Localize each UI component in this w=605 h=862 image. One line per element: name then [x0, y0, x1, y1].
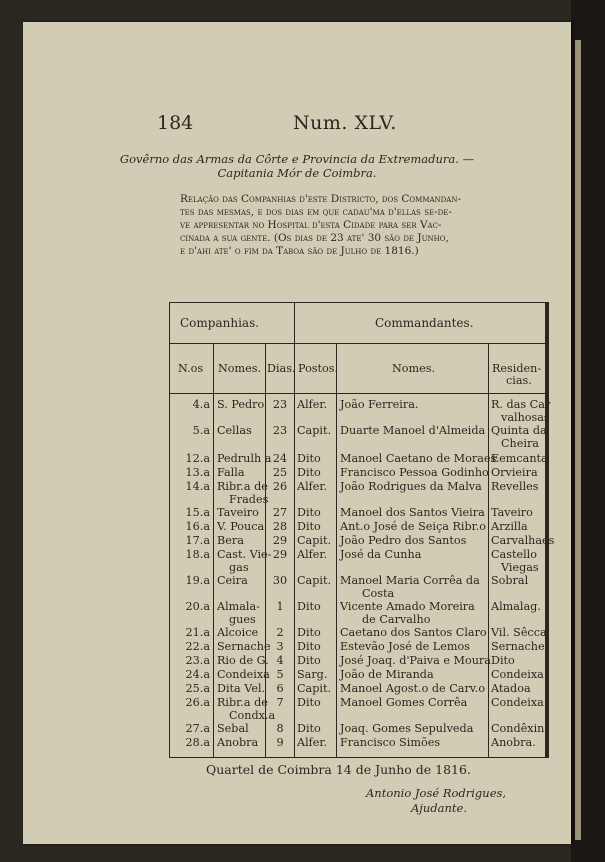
page-title: Num. XLV. — [293, 112, 397, 134]
commander-rank: Capit. — [297, 534, 332, 547]
commander-rank: Dito — [297, 520, 321, 533]
commander-rank: Sarg. — [297, 668, 328, 681]
table-rule — [336, 343, 337, 757]
subtitle-line-2: Capitania Mór de Coimbra. — [217, 166, 377, 180]
residence: Castello — [491, 548, 537, 561]
row-number: 13.a — [185, 466, 210, 479]
commander-rank: Alfer. — [297, 398, 328, 411]
row-number: 17.a — [185, 534, 210, 547]
residence-cont: valhosas — [501, 411, 550, 424]
row-number: 12.a — [185, 452, 210, 465]
company-name-cont: Frades — [229, 493, 269, 506]
residence: Condeixa — [491, 696, 544, 709]
row-number: 18.a — [185, 548, 210, 561]
company-name: Ribr.a de — [217, 480, 268, 493]
commander-rank: Capit. — [297, 574, 332, 587]
residence: Carvalhaes — [491, 534, 555, 547]
commander-name: Manoel Caetano de Moraes — [340, 452, 497, 465]
row-number: 23.a — [185, 654, 210, 667]
group-header-commandantes: Commandantes. — [375, 316, 474, 330]
commander-rank: Dito — [297, 466, 321, 479]
vaccination-day: 23 — [272, 424, 288, 437]
next-page-strip — [575, 40, 581, 840]
company-name: Cast. Vie- — [217, 548, 272, 561]
residence: Sobral — [491, 574, 529, 587]
commander-rank: Dito — [297, 722, 321, 735]
vaccination-day: 2 — [276, 626, 284, 639]
residence: Dito — [491, 654, 515, 667]
vaccination-day: 9 — [276, 736, 284, 749]
company-name: Sernache — [217, 640, 271, 653]
residence: Anobra. — [491, 736, 536, 749]
col-header-nomes: Nomes. — [218, 362, 262, 375]
residence: Vil. Sêcca — [491, 626, 547, 639]
vaccination-day: 26 — [272, 480, 288, 493]
vaccination-day: 30 — [272, 574, 288, 587]
row-number: 15.a — [185, 506, 210, 519]
residence: Sernache — [491, 640, 545, 653]
commander-name: João de Miranda — [340, 668, 434, 681]
row-number: 25.a — [185, 682, 210, 695]
commander-rank: Alfer. — [297, 736, 328, 749]
signature-name: Antonio José Rodrigues, — [366, 786, 507, 800]
col-header-postos: Postos. — [298, 362, 339, 375]
company-name: Ribr.a de — [217, 696, 268, 709]
commander-name: João Ferreira. — [340, 398, 419, 411]
company-name: Condeixa — [217, 668, 270, 681]
vaccination-day: 27 — [272, 506, 288, 519]
company-name: Falla — [217, 466, 245, 479]
commander-name: Manoel Gomes Corrêa — [340, 696, 468, 709]
row-number: 24.a — [185, 668, 210, 681]
company-name-cont: Condx.a — [229, 709, 276, 722]
vaccination-day: 3 — [276, 640, 284, 653]
commander-name: Duarte Manoel d'Almeida — [340, 424, 486, 437]
company-name: Anobra — [217, 736, 259, 749]
company-name: Dita Vel. — [217, 682, 266, 695]
commander-rank: Dito — [297, 600, 321, 613]
commander-name: Manoel Agost.o de Carv.o — [340, 682, 486, 695]
relation-line: Relação das Companhias d'este Districto, dos Commandan- — [180, 193, 462, 205]
commander-name: João Pedro dos Santos — [340, 534, 467, 547]
vaccination-day: 6 — [276, 682, 284, 695]
vaccination-day: 25 — [272, 466, 288, 479]
commander-rank: Dito — [297, 506, 321, 519]
commander-name: Vicente Amado Moreira — [340, 600, 475, 613]
group-header-companhias: Companhias. — [180, 316, 260, 330]
commander-name: Manoel Maria Corrêa da — [340, 574, 480, 587]
commander-rank: Dito — [297, 696, 321, 709]
row-number: 21.a — [185, 626, 210, 639]
commander-name: José da Cunha — [340, 548, 422, 561]
col-header-dias: Dias. — [267, 362, 296, 375]
col-header-residencias-2: cias. — [506, 374, 532, 387]
commander-rank: Dito — [297, 640, 321, 653]
col-header-numeros: N.os — [178, 362, 204, 375]
commander-name: Manoel dos Santos Vieira — [340, 506, 485, 519]
vaccination-day: 28 — [272, 520, 288, 533]
relation-line: e d'ahi ate' o fim da Taboa são de Julho de 1816.) — [180, 245, 419, 257]
commander-name: João Rodrigues da Malva — [340, 480, 482, 493]
commander-rank: Alfer. — [297, 480, 328, 493]
residence: Quinta da — [491, 424, 547, 437]
residence: Condeixa — [491, 668, 544, 681]
vaccination-day: 29 — [272, 548, 288, 561]
vaccination-day: 1 — [276, 600, 284, 613]
commander-name: Estevão José de Lemos — [340, 640, 470, 653]
vaccination-day: 24 — [272, 452, 288, 465]
commander-name: Caetano dos Santos Claro — [340, 626, 487, 639]
commander-name-cont: Costa — [362, 587, 395, 600]
commander-name: José Joaq. d'Paiva e Moura — [340, 654, 491, 667]
row-number: 20.a — [185, 600, 210, 613]
vaccination-day: 8 — [276, 722, 284, 735]
company-name: Ceira — [217, 574, 248, 587]
company-name: Rio de G. — [217, 654, 269, 667]
commander-name: Francisco Pessoa Godinho — [340, 466, 489, 479]
vaccination-day: 7 — [276, 696, 284, 709]
company-name: Bera — [217, 534, 244, 547]
vaccination-day: 29 — [272, 534, 288, 547]
vaccination-day: 23 — [272, 398, 288, 411]
commander-rank: Capit. — [297, 424, 332, 437]
company-name-cont: gues — [229, 613, 256, 626]
relation-line: ve appresentar no Hospital d'esta Cidade para ser Vac- — [180, 219, 442, 231]
residence: R. das Car — [491, 398, 551, 411]
company-name: Pedrulh a — [217, 452, 272, 465]
signature-title: Ajudante. — [411, 801, 467, 815]
residence: Eemcanta — [491, 452, 548, 465]
col-header-residencias: Residen- — [492, 362, 542, 375]
row-number: 27.a — [185, 722, 210, 735]
commander-name: Ant.o José de Seiça Ribr.o — [340, 520, 487, 533]
table-rule — [213, 343, 214, 757]
row-number: 16.a — [185, 520, 210, 533]
page-number: 184 — [157, 112, 194, 134]
commander-rank: Alfer. — [297, 548, 328, 561]
row-number: 4.a — [192, 398, 210, 411]
subtitle-line-1: Govêrno das Armas da Côrte e Provincia da Extremadura. — — [119, 152, 475, 166]
company-name: S. Pedro — [217, 398, 265, 411]
row-number: 5.a — [192, 424, 210, 437]
company-name: Almala- — [217, 600, 260, 613]
row-number: 14.a — [185, 480, 210, 493]
relation-line: tes das mesmas, e dos dias em que cadau'ma d'ellas se-de- — [180, 206, 452, 218]
commander-rank: Dito — [297, 626, 321, 639]
residence-cont: Viegas — [501, 561, 539, 574]
company-name: Taveiro — [217, 506, 259, 519]
commander-rank: Dito — [297, 654, 321, 667]
commander-rank: Dito — [297, 452, 321, 465]
table-rule — [488, 343, 489, 757]
residence: Revelles — [491, 480, 539, 493]
company-name: Alcoice — [217, 626, 259, 639]
commander-rank: Capit. — [297, 682, 332, 695]
residence: Taveiro — [491, 506, 533, 519]
residence: Atadoa — [491, 682, 531, 695]
residence: Almalag. — [491, 600, 541, 613]
vaccination-day: 5 — [276, 668, 284, 681]
company-name: V. Pouca — [217, 520, 265, 533]
commander-name: Francisco Simões — [340, 736, 441, 749]
company-name: Sebal — [217, 722, 249, 735]
row-number: 19.a — [185, 574, 210, 587]
relation-line: cinada a sua gente. (Os dias de 23 ate' 30 são de Junho, — [180, 232, 449, 244]
company-name-cont: gas — [229, 561, 249, 574]
company-name: Cellas — [217, 424, 252, 437]
residence: Orvieira — [491, 466, 538, 479]
commander-name-cont: de Carvalho — [362, 613, 431, 626]
residence: Condêxin. — [491, 722, 548, 735]
companies-table — [169, 302, 555, 758]
row-number: 28.a — [185, 736, 210, 749]
residence-cont: Cheira — [501, 437, 539, 450]
col-header-cmd-nomes: Nomes. — [392, 362, 436, 375]
document-page — [23, 22, 571, 844]
row-number: 26.a — [185, 696, 210, 709]
place-date: Quartel de Coimbra 14 de Junho de 1816. — [206, 762, 471, 777]
vaccination-day: 4 — [276, 654, 284, 667]
row-number: 22.a — [185, 640, 210, 653]
residence: Arzilla — [491, 520, 528, 533]
commander-name: Joaq. Gomes Sepulveda — [340, 722, 474, 735]
